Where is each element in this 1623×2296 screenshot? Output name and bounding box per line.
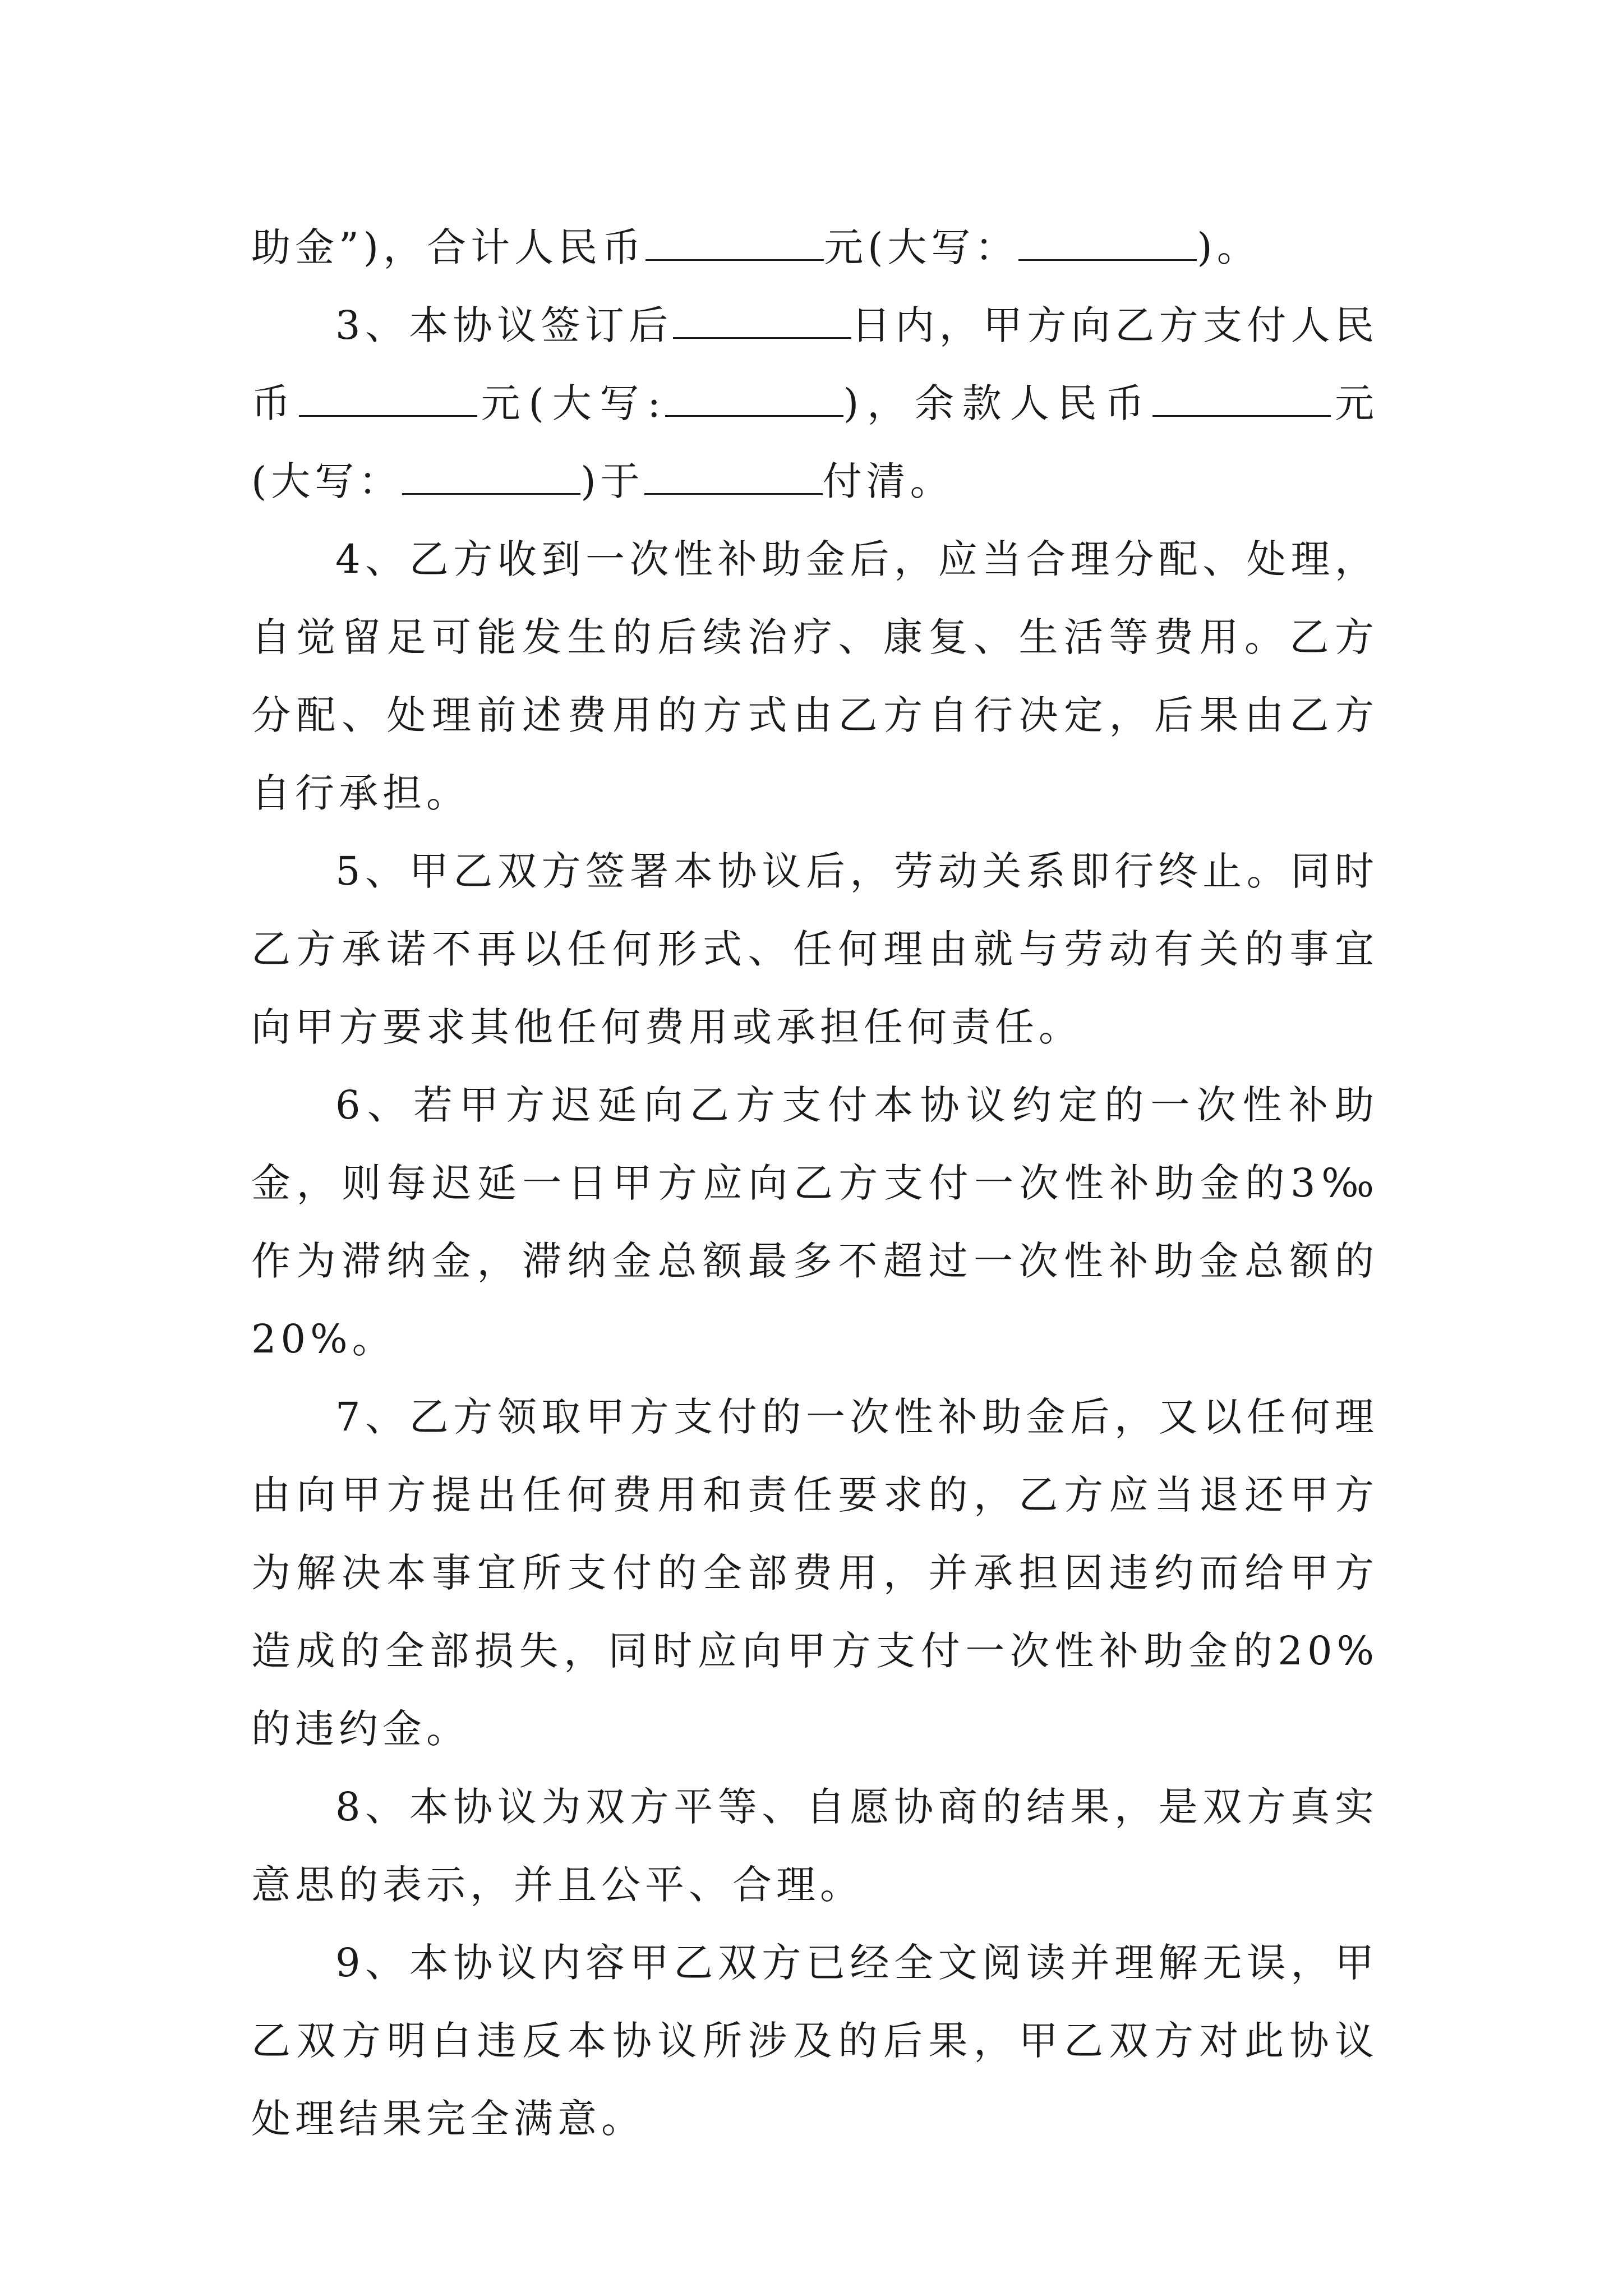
text-fragment: 3、本协议签订后 xyxy=(335,302,673,348)
clause-8: 8、本协议为双方平等、自愿协商的结果，是双方真实意思的表示，并且公平、合理。 xyxy=(251,1784,1378,1908)
clause-9: 9、本协议内容甲乙双方已经全文阅读并理解无误，甲乙双方明白违反本协议所涉及的后果，甲乙双方对此协议处理结果完全满意。 xyxy=(251,1940,1378,2142)
clause-3 xyxy=(251,287,1378,521)
text-fragment: )于 xyxy=(580,458,644,504)
text-fragment: )，余款人民币 xyxy=(843,380,1153,426)
blank-date-field xyxy=(644,456,823,495)
text-fragment: 元(大写: xyxy=(477,380,665,426)
text-fragment: 付清。 xyxy=(822,458,954,504)
text-fragment: 元(大写： xyxy=(824,224,1019,270)
blank-balance-field xyxy=(1152,378,1331,417)
paragraph-subsidy-total xyxy=(251,209,1378,287)
text-fragment: )。 xyxy=(1197,224,1261,270)
text-fragment: 元(大写： xyxy=(251,380,1378,504)
text-fragment: 日内，甲方向乙方支付人民币 xyxy=(251,302,1379,426)
document-body xyxy=(251,209,1378,2158)
text-fragment: 助金”)，合计人民币 xyxy=(251,224,646,270)
blank-amount-field xyxy=(645,222,824,261)
clause-6: 6、若甲方迟延向乙方支付本协议约定的一次性补助金，则每迟延一日甲方应向乙方支付一次性补助金的3‰作为滞纳金，滞纳金总额最多不超过一次性补助金总额的20%。 xyxy=(251,1082,1378,1362)
clause-7: 7、乙方领取甲方支付的一次性补助金后，又以任何理由向甲方提出任何费用和责任要求的，乙方应当退还甲方为解决本事宜所支付的全部费用，并承担因违约而给甲方造成的全部损失，同时应向甲方支付一次性补助金的20%的违约金。 xyxy=(251,1394,1378,1752)
clause-5: 5、甲乙双方签署本协议后，劳动关系即行终止。同时乙方承诺不再以任何形式、任何理由就与劳动有关的事宜向甲方要求其他任何费用或承担任何责任。 xyxy=(251,848,1378,1050)
clause-4: 4、乙方收到一次性补助金后，应当合理分配、处理，自觉留足可能发生的后续治疗、康复、生活等费用。乙方分配、处理前述费用的方式由乙方自行决定，后果由乙方自行承担。 xyxy=(251,536,1378,816)
blank-balance-words-field xyxy=(402,456,580,495)
blank-days-field xyxy=(673,300,851,339)
blank-first-payment-words-field xyxy=(665,378,843,417)
blank-amount-words-field xyxy=(1018,222,1197,261)
blank-first-payment-field xyxy=(299,378,477,417)
